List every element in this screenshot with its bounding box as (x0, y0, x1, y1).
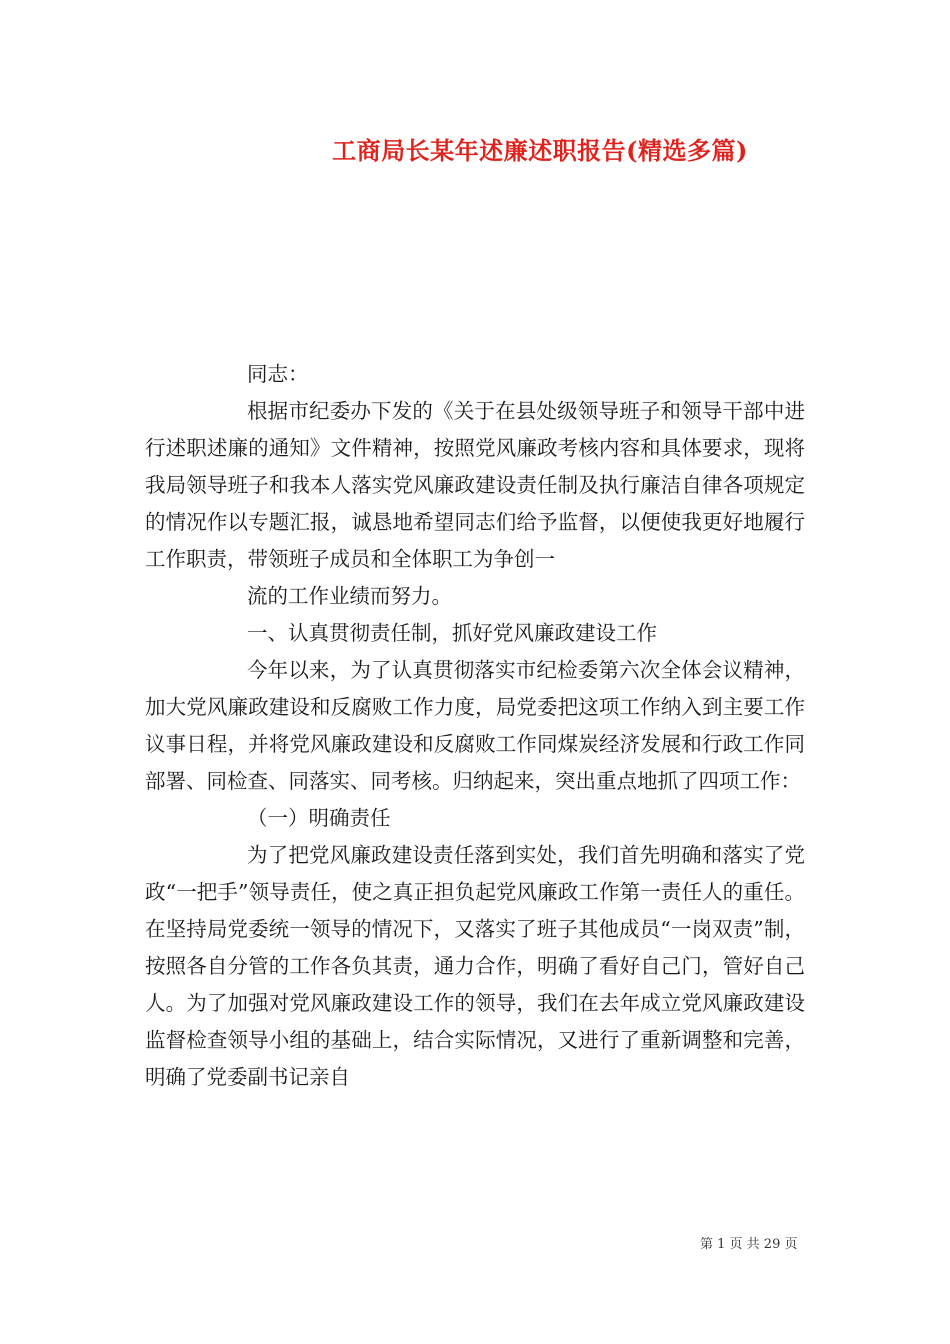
document-body (145, 356, 805, 1096)
paragraph-continuation: 流的工作业绩而努力。 (247, 584, 452, 608)
paragraph-subsection-1: 为了把党风廉政建设责任落到实处，我们首先明确和落实了党政“一把手”领导责任，使之真正担负起党风廉政工作第一责任人的重任。在坚持局党委统一领导的情况下，又落实了班子其他成员“一岗双责”制，按照各自分管的工作各负其责，通力合作，明确了看好自己门，管好自己人。为了加强对党风廉政建设工作的领导，我们在去年成立党风廉政建设监督检查领导小组的基础上，结合实际情况，又进行了重新调整和完善，明确了党委副书记亲自 (145, 843, 805, 1089)
paragraph-section-1: 今年以来，为了认真贯彻落实市纪检委第六次全体会议精神，加大党风廉政建设和反腐败工作力度，局党委把这项工作纳入到主要工作议事日程，并将党风廉政建设和反腐败工作同煤炭经济发展和行政工作同部署、同检查、同落实、同考核。归纳起来，突出重点地抓了四项工作： (145, 658, 805, 793)
document-title: 工商局长某年述廉述职报告(精选多篇) (332, 136, 748, 165)
section-heading-1: 一、认真贯彻责任制，抓好党风廉政建设工作 (247, 621, 657, 645)
salutation: 同志： (247, 362, 309, 386)
paragraph-intro: 根据市纪委办下发的《关于在县处级领导班子和领导干部中进行述职述廉的通知》文件精神，按照党风廉政考核内容和具体要求，现将我局领导班子和我本人落实党风廉政建设责任制及执行廉洁自律各项规定的情况作以专题汇报，诚恳地希望同志们给予监督，以便使我更好地履行工作职责，带领班子成员和全体职工为争创一 (145, 399, 805, 571)
page-number-footer: 第 1 页 共 29 页 (700, 1237, 798, 1252)
subsection-heading-1: （一）明确责任 (247, 806, 391, 830)
